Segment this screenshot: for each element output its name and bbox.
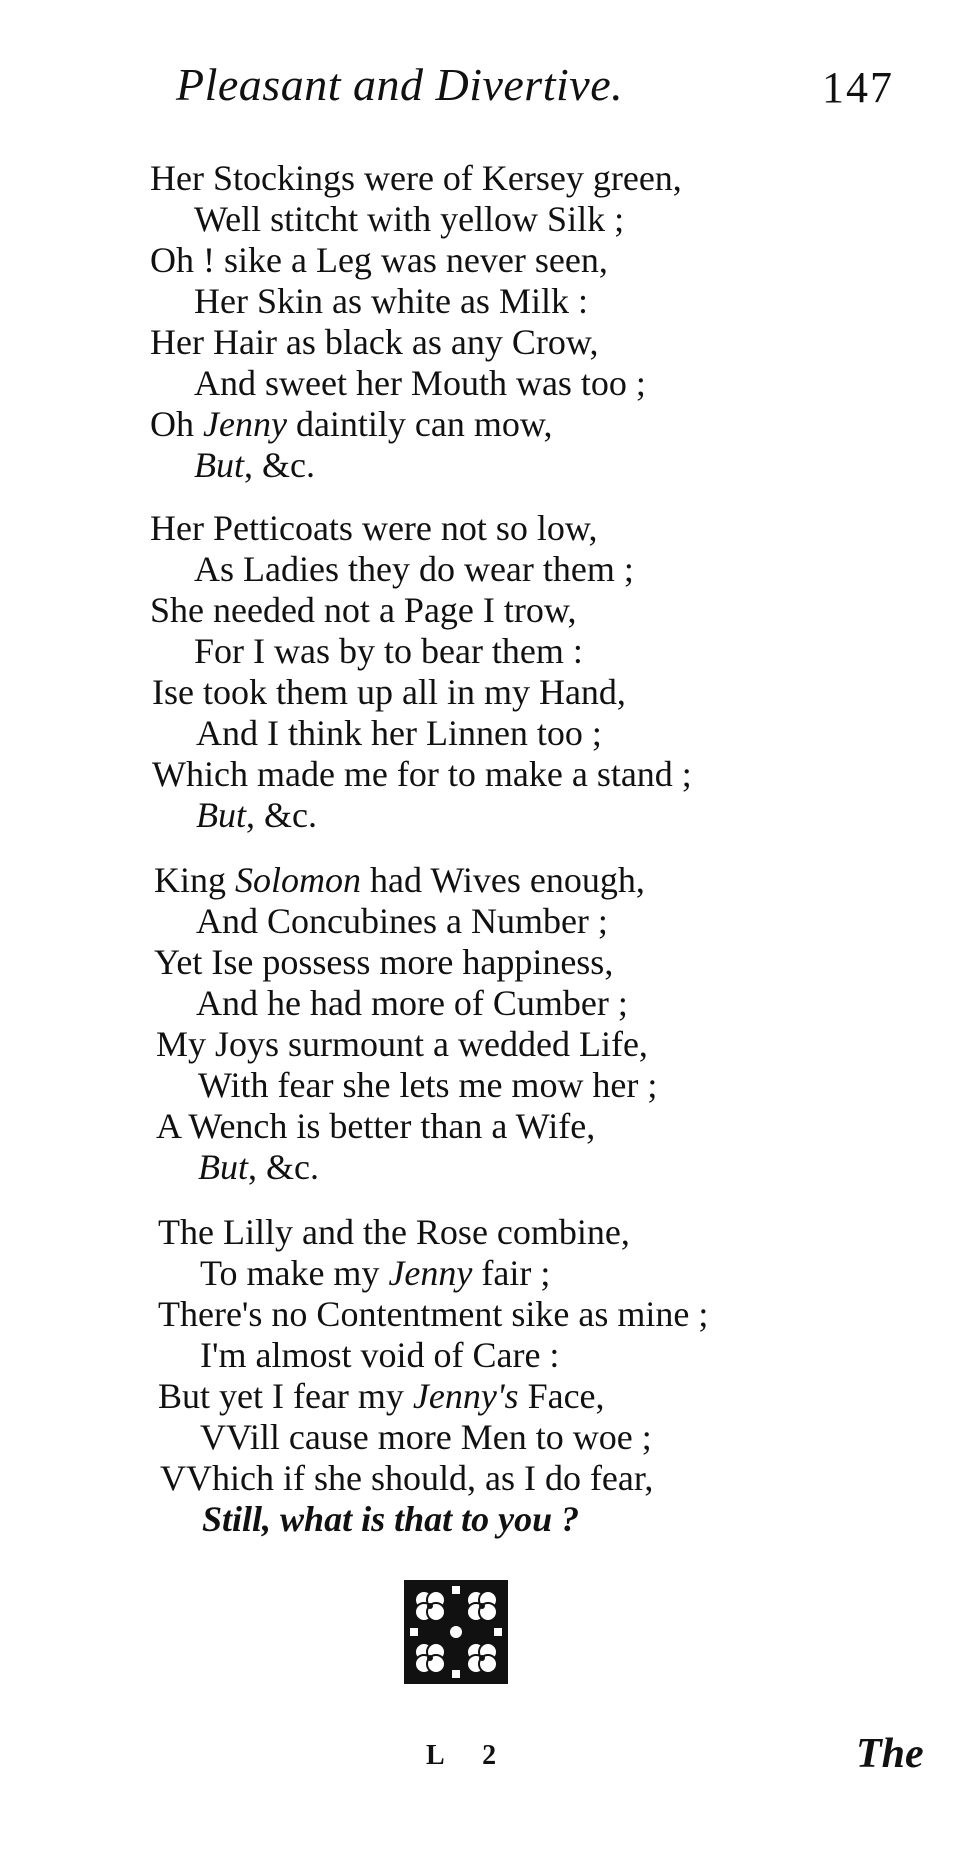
poem-line: There's no Contentment sike as mine ; <box>158 1294 709 1334</box>
refrain-rest: , &c. <box>244 445 315 485</box>
poem-line-text: King <box>154 860 235 900</box>
poem-line <box>158 1376 605 1416</box>
poem-line: Oh ! sike a Leg was never seen, <box>150 240 608 280</box>
name-jenny: Jenny <box>203 404 287 444</box>
refrain-word: But <box>194 445 244 485</box>
refrain-rest: , &c. <box>248 1147 319 1187</box>
catchword: The <box>856 1731 924 1777</box>
poem-line: Yet Ise possess more happiness, <box>154 942 614 982</box>
poem-line: Her Hair as black as any Crow, <box>150 322 599 362</box>
name-solomon: Solomon <box>235 860 361 900</box>
refrain-line <box>198 1147 319 1187</box>
poem-line <box>154 860 645 900</box>
poem-line: And sweet her Mouth was too ; <box>194 363 646 403</box>
poem-line: Which made me for to make a stand ; <box>152 754 692 794</box>
poem-line: Her Stockings were of Kersey green, <box>150 158 682 198</box>
poem-line: VVhich if she should, as I do fear, <box>160 1458 654 1498</box>
page-number: 147 <box>822 63 894 112</box>
refrain-word: Still <box>202 1499 263 1539</box>
poem-line: Her Petticoats were not so low, <box>150 508 598 548</box>
poem-line-text: But yet I fear my <box>158 1376 413 1416</box>
printers-ornament <box>404 1580 508 1684</box>
poem-line: VVill cause more Men to woe ; <box>200 1417 652 1457</box>
refrain-line <box>196 795 317 835</box>
poem-line: And he had more of Cumber ; <box>196 983 628 1023</box>
poem-line: With fear she lets me mow her ; <box>198 1065 658 1105</box>
refrain-word: But <box>196 795 246 835</box>
poem-line-text: daintily can mow, <box>286 404 553 444</box>
poem-line-text: Oh <box>150 404 203 444</box>
poem-line: A Wench is better than a Wife, <box>156 1106 596 1146</box>
refrain-line <box>194 445 315 485</box>
refrain-rest: , &c. <box>246 795 317 835</box>
name-jenny: Jenny <box>388 1253 473 1293</box>
refrain-line <box>202 1499 579 1539</box>
poem-line: Ise took them up all in my Hand, <box>152 672 626 712</box>
running-title: Pleasant and Divertive. <box>176 59 624 110</box>
poem-line-text: fair ; <box>472 1253 551 1293</box>
name-jennys: Jenny's <box>412 1376 519 1416</box>
poem-line-text: Face, <box>518 1376 605 1416</box>
poem-line <box>150 404 553 444</box>
poem-line: Well stitcht with yellow Silk ; <box>194 199 625 239</box>
poem-line-text: had Wives enough, <box>361 860 645 900</box>
poem-line: The Lilly and the Rose combine, <box>158 1212 630 1252</box>
poem-line: And I think her Linnen too ; <box>196 713 602 753</box>
poem-line: My Joys surmount a wedded Life, <box>156 1024 648 1064</box>
poem-line-text: To make my <box>200 1253 389 1293</box>
signature-mark: L 2 <box>426 1740 513 1771</box>
poem-line: For I was by to bear them : <box>194 631 583 671</box>
refrain-word: But <box>198 1147 248 1187</box>
poem-line: And Concubines a Number ; <box>196 901 608 941</box>
poem-line: As Ladies they do wear them ; <box>194 549 634 589</box>
poem-line: Her Skin as white as Milk : <box>194 281 588 321</box>
poem-line <box>200 1253 550 1293</box>
refrain-rest: , what is that to you ? <box>262 1499 580 1539</box>
poem-line: I'm almost void of Care : <box>200 1335 560 1375</box>
poem-line: She needed not a Page I trow, <box>150 590 577 630</box>
